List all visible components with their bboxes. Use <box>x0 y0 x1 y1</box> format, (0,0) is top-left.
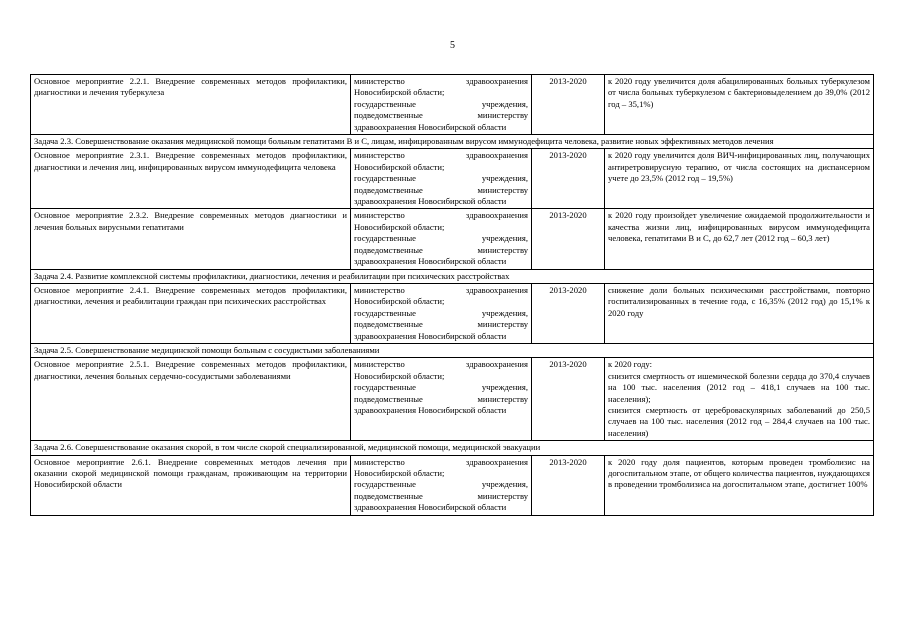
period-cell: 2013-2020 <box>532 358 605 441</box>
task-heading: Задача 2.5. Совершенствование медицинской помощи больным с сосудистыми заболеваниями <box>31 343 874 357</box>
result-cell <box>605 75 874 135</box>
result-line: к 2020 году: <box>608 359 652 370</box>
result-cell <box>605 283 874 343</box>
result-line: снизится смертность от цереброваскулярных заболеваний до 250,5 случаев на 100 тыс. населения (2012 год – 284,4 случаев на 100 тыс. населения) <box>608 404 870 438</box>
period-cell: 2013-2020 <box>532 149 605 209</box>
executor-line: министерство здравоохранения Новосибирской области; <box>354 456 528 478</box>
measure-cell: Основное мероприятие 2.5.1. Внедрение современных методов профилактики, диагностики, лечения больных сердечно-сосудистыми заболеваниями <box>31 358 351 441</box>
result-line: снизится смертность от ишемической болезни сердца до 370,4 случаев на 100 тыс. населения (2012 год – 418,1 случаев на 100 тыс. населения); <box>608 370 870 404</box>
task-heading: Задача 2.6. Совершенствование оказания скорой, в том числе скорой специализированной, медицинской помощи, медицинской эвакуации <box>31 441 874 455</box>
result-line: к 2020 году увеличится доля абацилированных больных туберкулезом от числа больных туберкулезом с бактериовыделением до 39,0% (2012 год – 35,1%) <box>608 76 870 109</box>
result-line: к 2020 году произойдет увеличение ожидаемой продолжительности и качества жизни лиц, инфицированных вирусом иммунодефицита человека, гепатитами В и С, до 62,7 лет (2012 год – 60,3 лет) <box>608 210 870 244</box>
result-cell <box>605 149 874 209</box>
executor-line: министерство здравоохранения Новосибирской области; <box>354 150 528 172</box>
task-row <box>31 135 874 149</box>
executor-cell <box>351 75 532 135</box>
measures-table <box>30 74 874 516</box>
task-row <box>31 269 874 283</box>
measure-cell: Основное мероприятие 2.2.1. Внедрение современных методов профилактики, диагностики и лечения туберкулеза <box>31 75 351 135</box>
measure-row <box>31 283 874 343</box>
period-cell: 2013-2020 <box>532 209 605 269</box>
result-line: к 2020 году доля пациентов, которым проведен тромболизис на догоспитальном этапе, от общего количества пациентов, нуждающихся в проведении тромболизиса на догоспитальном этапе, достигнет 100% <box>608 456 870 490</box>
executor-line: министерство здравоохранения Новосибирской области; <box>354 210 528 232</box>
result-cell <box>605 455 874 515</box>
executor-line: государственные учреждения, подведомственные министерству здравоохранения Новосибирской области <box>354 98 528 132</box>
executor-line: государственные учреждения, подведомственные министерству здравоохранения Новосибирской области <box>354 233 528 267</box>
executor-line: государственные учреждения, подведомственные министерству здравоохранения Новосибирской области <box>354 479 528 513</box>
period-cell: 2013-2020 <box>532 75 605 135</box>
executor-cell <box>351 209 532 269</box>
page-number: 5 <box>450 40 455 51</box>
period-cell: 2013-2020 <box>532 455 605 515</box>
executor-line: министерство здравоохранения Новосибирской области; <box>354 359 528 381</box>
measure-row <box>31 75 874 135</box>
executor-cell <box>351 149 532 209</box>
task-heading: Задача 2.3. Совершенствование оказания медицинской помощи больным гепатитами В и С, лицам, инфицированным вирусом иммунодефицита человека, развитие новых эффективных методов лечения <box>31 135 874 149</box>
executor-line: министерство здравоохранения Новосибирской области; <box>354 284 528 307</box>
measure-cell: Основное мероприятие 2.3.2. Внедрение современных методов диагностики и лечения больных вирусными гепатитами <box>31 209 351 269</box>
measure-row <box>31 149 874 209</box>
executor-cell <box>351 283 532 343</box>
result-line: к 2020 году увеличится доля ВИЧ-инфицированных лиц, получающих антиретровирусную терапию, от числа состоящих на диспансерном учете до 23,5% (2012 год – 19,5%) <box>608 150 870 184</box>
result-cell <box>605 209 874 269</box>
period-cell: 2013-2020 <box>532 283 605 343</box>
executor-line: государственные учреждения, подведомственные министерству здравоохранения Новосибирской области <box>354 382 528 415</box>
result-line: снижение доли больных психическими расстройствами, повторно госпитализированных в течение года, с 16,35% (2012 год) до 15,1% к 2020 году <box>608 284 870 318</box>
executor-cell <box>351 358 532 441</box>
task-heading: Задача 2.4. Развитие комплексной системы профилактики, диагностики, лечения и реабилитации при психических расстройствах <box>31 269 874 283</box>
measure-cell: Основное мероприятие 2.3.1. Внедрение современных методов профилактики, диагностики и лечения лиц, инфицированных вирусом иммунодефицита человека <box>31 149 351 209</box>
measure-cell: Основное мероприятие 2.4.1. Внедрение современных методов профилактики, диагностики, лечения и реабилитации граждан при психических расстройствах <box>31 283 351 343</box>
measure-row <box>31 209 874 269</box>
measure-row <box>31 358 874 441</box>
measure-cell: Основное мероприятие 2.6.1. Внедрение современных методов лечения при оказании скорой медицинской помощи гражданам, проживающим на территории Новосибирской области <box>31 455 351 515</box>
task-row <box>31 441 874 455</box>
executor-line: государственные учреждения, подведомственные министерству здравоохранения Новосибирской области <box>354 307 528 341</box>
executor-line: государственные учреждения, подведомственные министерству здравоохранения Новосибирской области <box>354 173 528 207</box>
executor-cell <box>351 455 532 515</box>
result-cell <box>605 358 874 441</box>
executor-line: министерство здравоохранения Новосибирской области; <box>354 76 528 98</box>
measure-row <box>31 455 874 515</box>
task-row <box>31 343 874 357</box>
